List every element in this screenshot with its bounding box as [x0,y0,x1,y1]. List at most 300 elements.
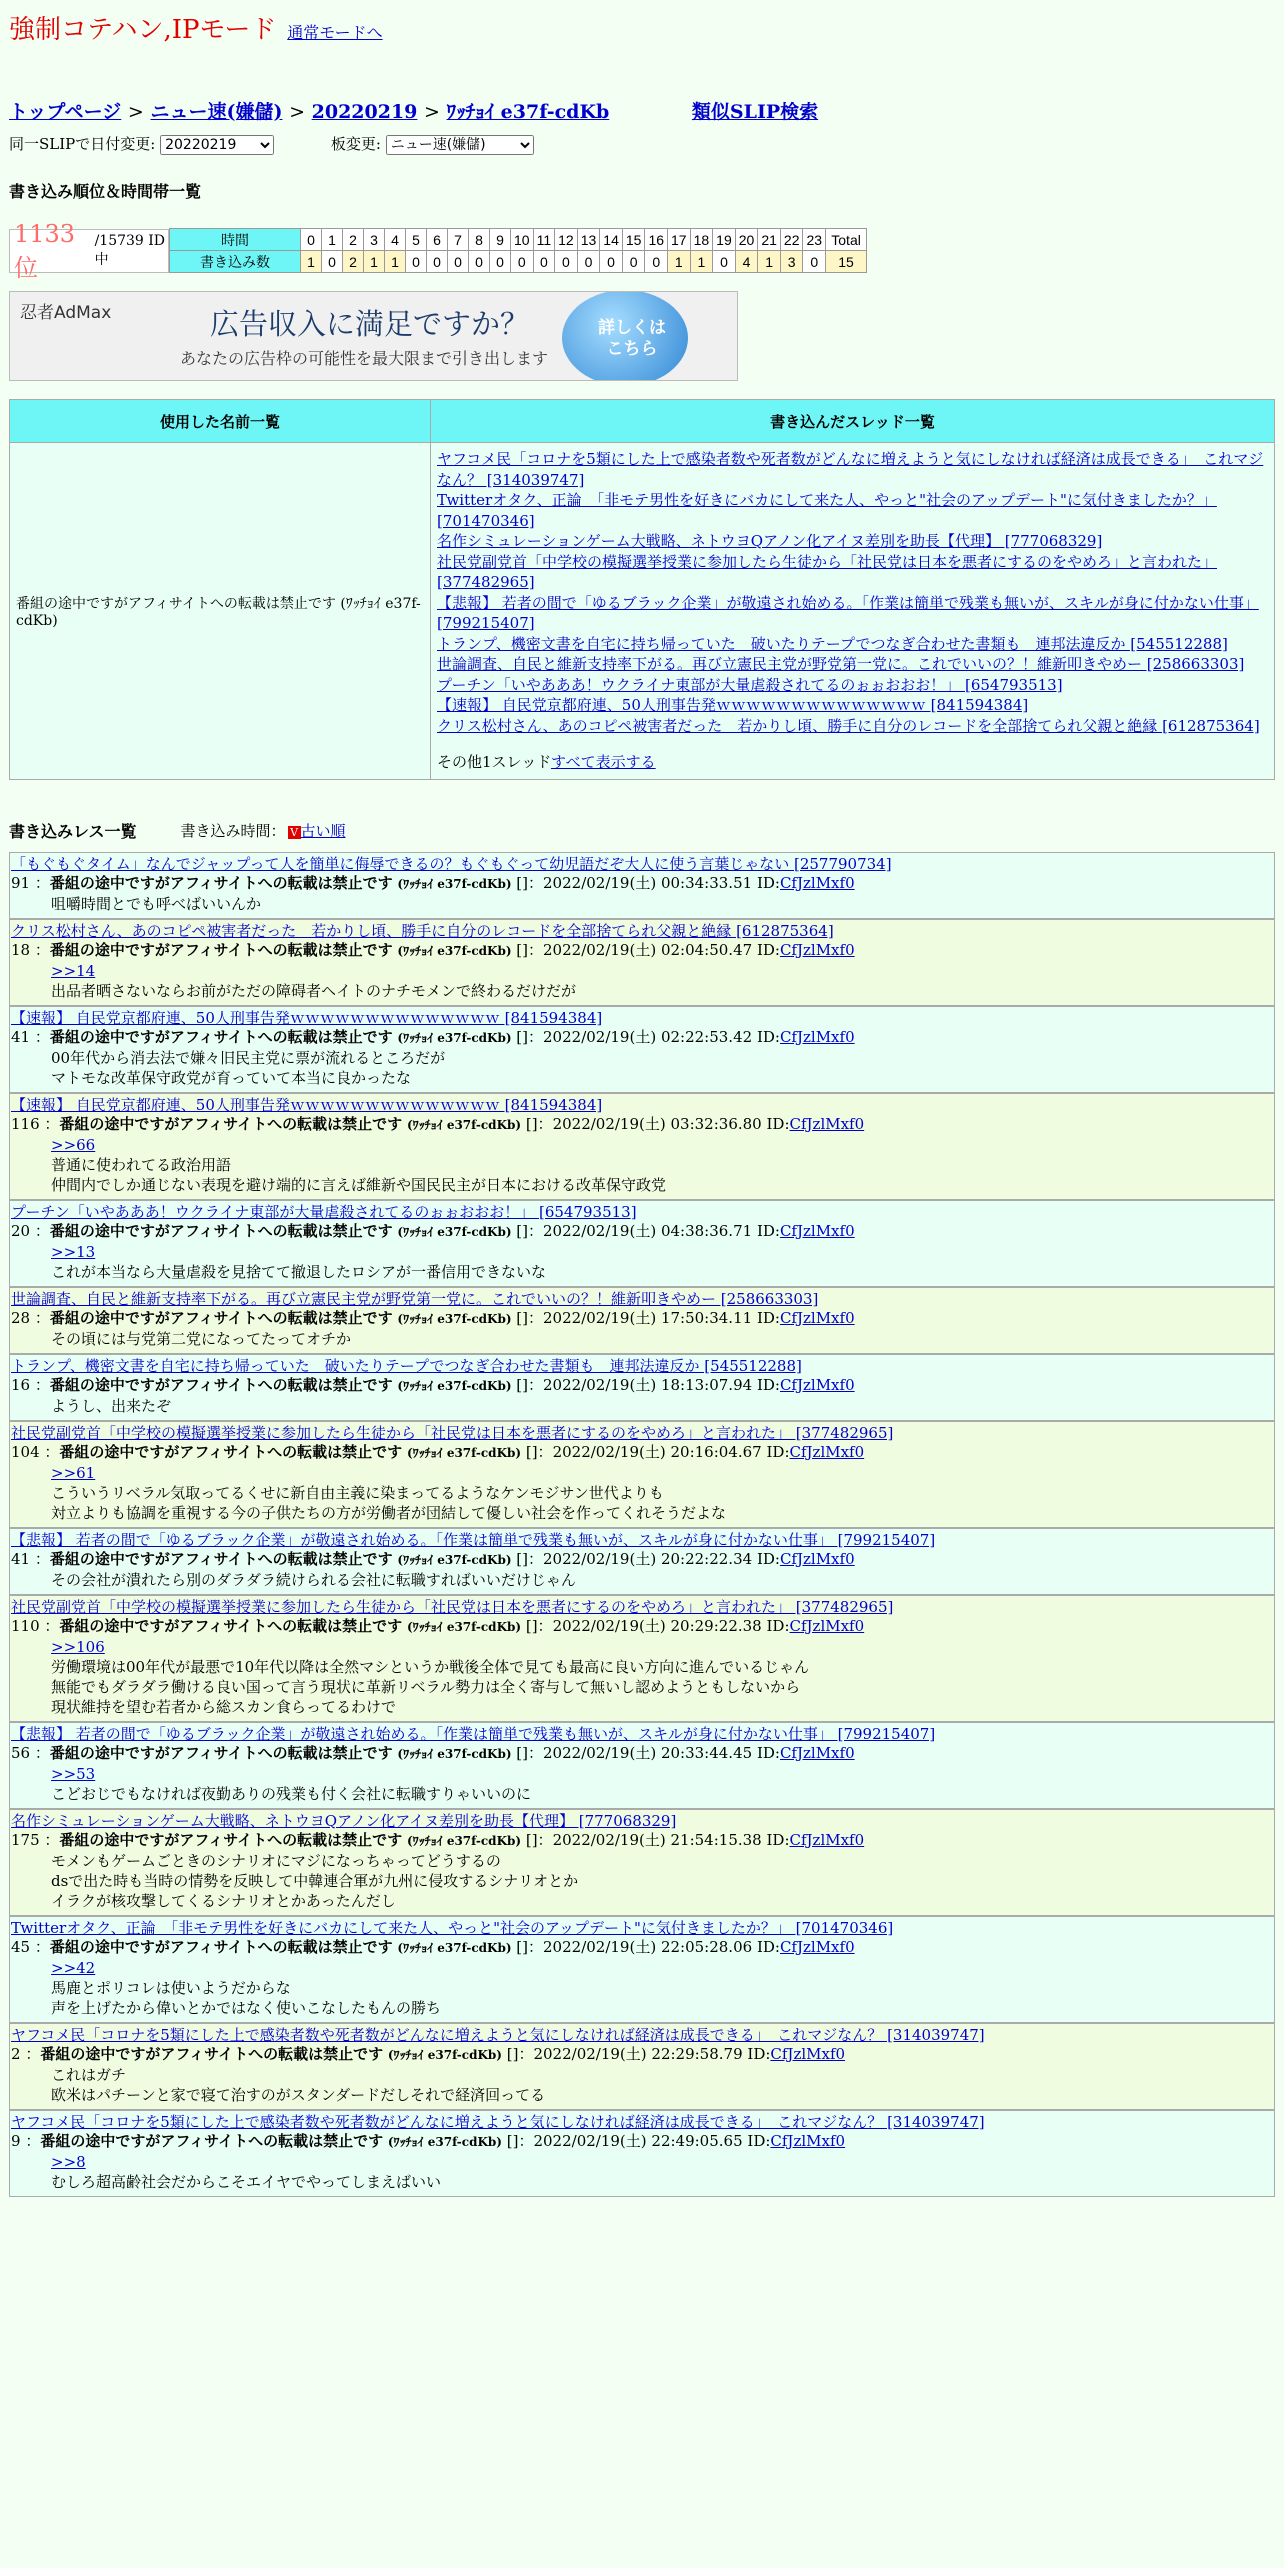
post-text-line: 労働環境は00年代が最悪で10年代以降は全然マシというか戦後全体で見ても最高に良い方向に進んでいるじゃん [51,1657,810,1676]
post-text-line: むしろ超高齢社会だからこそエイヤでやってしまえばいい [51,2172,442,2191]
hourly-table [169,228,867,273]
date-select-label: 同一SLIPで日付変更: [9,135,156,153]
post-thread [11,1203,1273,1221]
post-text-line: dsで出た時も当時の情勢を反映して中韓連合軍が九州に侵攻するシナリオとか [51,1871,579,1890]
breadcrumb-board[interactable]: ニュー速(嫌儲) [150,101,283,123]
post-id-label: ID: [752,1027,780,1046]
threads-header: 書き込んだスレッド一覧 [431,400,1275,443]
post-id-label: ID: [752,1375,780,1394]
breadcrumb-date[interactable]: 20220219 [311,101,418,123]
post-thread [11,1812,1273,1830]
thread-link[interactable]: ヤフコメ民「コロナを5類にした上で感染者数や死者数がどんなに増えようと気にしなければ経済は成長できる」 これマジなん？ [314039747] [437,450,1264,489]
post-author-trip: (ﾜｯﾁｮｲ e37f-cdKb) [387,2134,502,2149]
post-thread [11,2026,1273,2044]
post-thread-link[interactable]: プーチン「いやあああ！ウクライナ東部が大量虐殺されてるのぉぉおおお！」 [654793513] [11,1202,637,1221]
post-text-line: 対立よりも協調を重視する今の子供たちの方が労働者が団結して優しい社会を作ってくれそうだよな [51,1503,727,1522]
post-date: 2022/02/19(土) 02:22:53.42 [543,1027,753,1046]
post-thread-link[interactable]: ヤフコメ民「コロナを5類にした上で感染者数や死者数がどんなに増えようと気にしなければ経済は成長できる」 これマジなん？ [314039747] [11,2025,985,2044]
ranking-section-title: 書き込み順位＆時間帯一覧 [9,182,202,201]
sort-time-label: 書き込み時間： [180,822,286,840]
post-list [9,852,1275,2197]
hour-cell: 6 [427,229,448,251]
thread-link-item [437,695,1268,716]
post-text-line: マトモな改革保守政党が育っていて本当に良かったな [51,1068,412,1087]
counts-row [170,251,867,273]
post-number: 2 [11,2044,21,2063]
post-id-label: ID: [752,1308,780,1327]
post-thread-link[interactable]: 社民党副党首「中学校の模擬選挙授業に参加したら生徒から「社民党は日本を悪者にするのをやめろ」と言われた」 [377482965] [11,1423,894,1442]
post-id-label: ID: [752,1221,780,1240]
post-text-line: 仲間内でしか通じない表現を避け端的に言えば維新や国民民主が日本における改革保守政党 [51,1175,667,1194]
count-cell: 0 [469,251,490,273]
hour-cell: 4 [385,229,406,251]
ad-logo: 忍者AdMax [20,303,112,323]
count-cell: 1 [301,251,322,273]
post-date: 2022/02/19(土) 17:50:34.11 [543,1308,753,1327]
hour-cell: 23 [803,229,826,251]
post-id-link[interactable]: CfJzlMxf0 [789,1114,865,1133]
post-separator: []： [511,1308,544,1327]
hour-cell: 3 [364,229,385,251]
post-meta: 18 ：番組の途中ですがアフィサイトへの転載は禁止です (ﾜｯﾁｮｲ e37f-cdKb) []：2022/02/19(土) 02:04:50.47 ID:CfJzlMxf0 [11,940,855,959]
post-item [9,852,1275,919]
post-id-link[interactable]: CfJzlMxf0 [789,1616,865,1635]
post-id-link[interactable]: CfJzlMxf0 [779,1027,855,1046]
post-author-trip: (ﾜｯﾁｮｲ e37f-cdKb) [406,1445,522,1460]
hour-cell: 21 [758,229,781,251]
count-cell: 0 [490,251,511,273]
thread-link[interactable]: 社民党副党首「中学校の模擬選挙授業に参加したら生徒から「社民党は日本を悪者にするのをやめろ」と言われた」 [377482965] [437,552,1218,591]
post-meta: 104 ：番組の途中ですがアフィサイトへの転載は禁止です (ﾜｯﾁｮｲ e37f-cdKb) []：2022/02/19(土) 20:16:04.67 ID:CfJzlMxf0 [11,1442,865,1461]
thread-link-item [437,531,1268,552]
post-body [51,2152,1273,2192]
post-id-label: ID: [752,873,780,892]
hours-row [170,229,867,251]
post-id-link[interactable]: CfJzlMxf0 [779,940,855,959]
post-reply-link[interactable]: >>8 [51,2152,86,2171]
post-separator: []： [521,1442,553,1461]
post-author-name: 番組の途中ですがアフィサイトへの転載は禁止です [59,1830,403,1849]
post-date: 2022/02/19(土) 04:38:36.71 [543,1221,753,1240]
post-text-line: ようし、出来たぞ [51,1396,172,1415]
count-cell: 1 [385,251,406,273]
count-cell: 0 [713,251,736,273]
thread-link-item [437,675,1268,696]
post-body [51,1048,1273,1088]
breadcrumb-slip[interactable]: ﾜｯﾁｮｲ e37f-cdKb [446,101,610,123]
post-thread-link[interactable]: 【悲報】 若者の間で「ゆるブラック企業」が敬遠され始める。「作業は簡単で残業も無いが、スキルが身に付かない仕事」 [799215407] [11,1724,936,1743]
count-cell: 0 [600,251,623,273]
count-cell: 0 [533,251,555,273]
names-header: 使用した名前一覧 [10,400,431,443]
post-item [9,1287,1275,1354]
hour-cell: 19 [713,229,736,251]
post-id-label: ID: [742,2044,771,2063]
post-item [9,2110,1275,2197]
more-threads-text: その他1スレッド [437,753,551,771]
thread-link[interactable]: 名作シミュレーションゲーム大戦略、ネトウヨQアノン化アイヌ差別を助長【代理】 [777068329] [437,532,1103,550]
post-number: 116 [11,1114,40,1133]
post-thread [11,855,1273,873]
post-thread [11,1009,1273,1027]
hour-cell: 2 [343,229,364,251]
post-reply-link[interactable]: >>106 [51,1637,105,1656]
oldest-first-link[interactable]: 古い順 [300,822,346,840]
post-id-link[interactable]: CfJzlMxf0 [779,1743,855,1762]
hour-cell: 0 [301,229,322,251]
hour-cell: 18 [690,229,713,251]
board-select-label: 板変更: [330,135,381,153]
count-cell: 2 [343,251,364,273]
count-cell: 0 [577,251,600,273]
board-select[interactable] [386,135,534,155]
post-separator: []： [511,873,544,892]
post-meta: 175 ：番組の途中ですがアフィサイトへの転載は禁止です (ﾜｯﾁｮｲ e37f-cdKb) []：2022/02/19(土) 21:54:15.38 ID:CfJzlMxf0 [11,1830,865,1849]
post-id-label: ID: [752,940,780,959]
count-label: 書き込み数 [170,251,301,273]
post-meta: 41 ：番組の途中ですがアフィサイトへの転載は禁止です (ﾜｯﾁｮｲ e37f-cdKb) []：2022/02/19(土) 02:22:53.42 ID:CfJzlMxf0 [11,1027,855,1046]
post-item [9,1809,1275,1916]
post-id-label: ID: [761,1442,790,1461]
post-author-name: 番組の途中ですがアフィサイトへの転載は禁止です [49,1027,393,1046]
hour-cell: 13 [577,229,600,251]
breadcrumb-separator: > [289,101,305,123]
post-author-trip: (ﾜｯﾁｮｲ e37f-cdKb) [397,1940,512,1955]
post-reply-anchor-row [51,961,1273,981]
post-text-line: 普通に使われてる政治用語 [51,1155,232,1174]
post-date: 2022/02/19(土) 22:05:28.06 [543,1937,753,1956]
count-cell: 0 [406,251,427,273]
post-body [51,1463,1273,1523]
post-number: 175 [11,1830,40,1849]
post-date: 2022/02/19(土) 00:34:33.51 [543,873,753,892]
post-reply-anchor-row [51,1463,1273,1483]
count-cell: 0 [555,251,578,273]
post-author-name: 番組の途中ですがアフィサイトへの転載は禁止です [49,1937,393,1956]
post-thread-link[interactable]: クリス松村さん、あのコピペ被害者だった 若かりし頃、勝手に自分のレコードを全部捨てられ父親と絶縁 [612875364] [11,921,834,940]
count-cell: 0 [622,251,645,273]
post-body [51,1329,1273,1349]
post-text-line: 現状維持を望む若者から総スカン食らってるわけで [51,1697,397,1716]
hour-cell: 11 [533,229,555,251]
post-thread [11,1531,1273,1549]
thread-link[interactable]: クリス松村さん、あのコピペ被害者だった 若かりし頃、勝手に自分のレコードを全部捨てられ父親と絶縁 [612875364] [437,716,1260,735]
post-author-name: 番組の途中ですがアフィサイトへの転載は禁止です [59,1442,403,1461]
post-item [9,1528,1275,1595]
hour-cell: 1 [322,229,343,251]
post-author-name: 番組の途中ですがアフィサイトへの転載は禁止です [49,1221,393,1240]
post-reply-anchor-row [51,1637,1273,1657]
post-date: 2022/02/19(土) 20:29:22.38 [552,1616,762,1635]
post-reply-link[interactable]: >>42 [51,1958,96,1977]
post-author-name: 番組の途中ですがアフィサイトへの転載は禁止です [49,1743,393,1762]
thread-link-item [437,552,1268,593]
post-meta: 56 ：番組の途中ですがアフィサイトへの転載は禁止です (ﾜｯﾁｮｲ e37f-cdKb) []：2022/02/19(土) 20:33:44.45 ID:CfJzlMxf0 [11,1743,855,1762]
breadcrumb-top[interactable]: トップページ [9,101,122,123]
post-meta: 41 ：番組の途中ですがアフィサイトへの転載は禁止です (ﾜｯﾁｮｲ e37f-cdKb) []：2022/02/19(土) 20:22:22.34 ID:CfJzlMxf0 [11,1549,855,1568]
post-meta: 2 ：番組の途中ですがアフィサイトへの転載は禁止です (ﾜｯﾁｮｲ e37f-cdKb) []：2022/02/19(土) 22:29:58.79 ID:CfJzlMxf0 [11,2044,846,2063]
post-author-trip: (ﾜｯﾁｮｲ e37f-cdKb) [397,1311,512,1326]
post-thread [11,1919,1273,1937]
post-item [9,1722,1275,1809]
post-body [51,2065,1273,2105]
hour-cell: 10 [511,229,534,251]
post-text-line: これはガチ [51,2065,127,2084]
post-reply-link[interactable]: >>13 [51,1242,96,1261]
thread-link[interactable]: Twitterオタク、正論 「非モテ男性を好きにバカにして来た人、やっと"社会のアップデート"に気付きましたか？」 [701470346] [437,491,1217,530]
post-separator: []： [511,1221,544,1240]
post-number: 91 [11,873,31,892]
post-id-link[interactable]: CfJzlMxf0 [789,1442,865,1461]
count-cell: 0 [427,251,448,273]
post-thread [11,1598,1273,1616]
post-separator: []： [511,1375,544,1394]
breadcrumb [9,97,1275,125]
thread-link[interactable]: 【悲報】 若者の間で「ゆるブラック企業」が敬遠され始める。「作業は簡単で残業も無いが、スキルが身に付かない仕事」 [799215407] [437,593,1259,632]
ad-subtext: あなたの広告枠の可能性を最大限まで引き出します [180,349,549,368]
hour-cell: 15 [622,229,645,251]
breadcrumb-separator: > [424,101,440,123]
post-thread [11,2113,1273,2131]
post-reply-link[interactable]: >>53 [51,1764,96,1783]
post-thread-link[interactable]: 【速報】 自民党京都府連、50人刑事告発ｗｗｗｗｗｗｗｗｗｗｗｗｗｗ [841594384] [11,1008,603,1027]
names-threads-table [9,399,1275,780]
post-meta: 28 ：番組の途中ですがアフィサイトへの転載は禁止です (ﾜｯﾁｮｲ e37f-cdKb) []：2022/02/19(土) 17:50:34.11 ID:CfJzlMxf0 [11,1308,855,1327]
post-thread [11,1424,1273,1442]
post-thread-link[interactable]: 社民党副党首「中学校の模擬選挙授業に参加したら生徒から「社民党は日本を悪者にするのをやめろ」と言われた」 [377482965] [11,1597,894,1616]
post-separator: []： [521,1114,553,1133]
post-body [51,1637,1273,1717]
post-id-label: ID: [761,1830,790,1849]
date-select[interactable] [160,135,274,155]
post-thread-link[interactable]: 【悲報】 若者の間で「ゆるブラック企業」が敬遠され始める。「作業は簡単で残業も無いが、スキルが身に付かない仕事」 [799215407] [11,1530,936,1549]
rank-value: 1133 位 [14,219,76,282]
post-text-line: モメンもゲームごときのシナリオにマジになっちゃってどうするの [51,1851,501,1870]
post-id-label: ID: [752,1937,780,1956]
post-id-link[interactable]: CfJzlMxf0 [779,1308,855,1327]
posts-title: 書き込みレス一覧 [9,822,137,841]
posts-header [9,816,1275,846]
post-meta: 16 ：番組の途中ですがアフィサイトへの転載は禁止です (ﾜｯﾁｮｲ e37f-cdKb) []：2022/02/19(土) 18:13:07.94 ID:CfJzlMxf0 [11,1375,855,1394]
post-item [9,1006,1275,1093]
thread-link-item [437,716,1268,737]
page-header [9,0,1275,49]
show-all-link[interactable]: すべて表示する [550,753,656,771]
post-item [9,1595,1275,1722]
rank-box [9,219,169,282]
count-cell: 0 [511,251,534,273]
post-separator: []： [521,1616,553,1635]
post-author-trip: (ﾜｯﾁｮｲ e37f-cdKb) [397,876,512,891]
count-cell: 0 [645,251,668,273]
post-thread [11,1290,1273,1308]
thread-links [437,449,1268,736]
post-body [51,1396,1273,1416]
post-date: 2022/02/19(土) 20:16:04.67 [552,1442,762,1461]
count-cell: 1 [364,251,385,273]
post-thread [11,1357,1273,1375]
thread-link-item [437,654,1268,675]
post-reply-anchor-row [51,1242,1273,1262]
post-meta: 45 ：番組の途中ですがアフィサイトへの転載は禁止です (ﾜｯﾁｮｲ e37f-cdKb) []：2022/02/19(土) 22:05:28.06 ID:CfJzlMxf0 [11,1937,855,1956]
selector-row [9,133,1275,167]
hour-cell: Total [826,229,867,251]
post-text-line: 馬鹿とポリコレは使いようだからな [51,1978,291,1997]
hour-cell: 7 [448,229,469,251]
post-number: 20 [11,1221,31,1240]
post-separator: []： [511,1027,544,1046]
post-text-line: これが本当なら大量虐殺を見捨てて撤退したロシアが一番信用できないな [51,1262,547,1281]
count-cell: 0 [803,251,826,273]
thread-link-item [437,593,1268,634]
count-cell: 15 [826,251,867,273]
post-id-link[interactable]: CfJzlMxf0 [779,873,855,892]
post-id-link[interactable]: CfJzlMxf0 [779,1549,855,1568]
post-author-trip: (ﾜｯﾁｮｲ e37f-cdKb) [387,2047,502,2062]
post-id-link[interactable]: CfJzlMxf0 [779,1221,855,1240]
normal-mode-link[interactable]: 通常モードへ [287,23,383,42]
sort-arrow-icon: V [288,826,301,839]
post-author-trip: (ﾜｯﾁｮｲ e37f-cdKb) [397,1746,512,1761]
post-text-line: その頃には与党第二党になってたってオチか [51,1329,352,1348]
page-title: 強制コテハン,IPモード [9,15,277,45]
post-item [9,1093,1275,1200]
post-number: 41 [11,1549,31,1568]
post-id-link[interactable]: CfJzlMxf0 [770,2131,846,2150]
count-cell: 0 [322,251,343,273]
post-author-name: 番組の途中ですがアフィサイトへの転載は禁止です [49,940,393,959]
hour-cell: 8 [469,229,490,251]
post-id-label: ID: [761,1616,790,1635]
post-number: 56 [11,1743,31,1762]
thread-link-item [437,634,1268,655]
post-thread-link[interactable]: 「もぐもぐタイム」なんでジャップって人を簡単に侮辱できるの？もぐもぐって幼児語だぞ大人に使う言葉じゃない [257790734] [11,854,892,873]
post-separator: []： [511,1743,544,1762]
post-reply-anchor-row [51,2152,1273,2172]
post-item [9,1354,1275,1421]
post-item [9,2023,1275,2110]
similar-slip-search-link[interactable]: 類似SLIP検索 [691,101,819,123]
post-text-line: 咀嚼時間とでも呼べばいいんか [51,894,262,913]
thread-list [431,443,1275,780]
post-number: 9 [11,2131,21,2150]
post-separator: []： [511,1549,544,1568]
post-body [51,1242,1273,1282]
count-cell: 1 [668,251,691,273]
post-author-name: 番組の途中ですがアフィサイトへの転載は禁止です [49,873,393,892]
post-number: 41 [11,1027,31,1046]
thread-link-item [437,449,1268,490]
post-text-line: 00年代から消去法で嫌々旧民主党に票が流れるところだが [51,1048,446,1067]
post-id-link[interactable]: CfJzlMxf0 [779,1375,855,1394]
post-text-line: その会社が潰れたら別のダラダラ続けられる会社に転職すればいいだけじゃん [51,1570,576,1589]
post-separator: []： [521,1830,553,1849]
post-thread-link[interactable]: トランプ、機密文書を自宅に持ち帰っていた 破いたりテープでつなぎ合わせた書類も 連邦法違反か [545512288] [11,1356,802,1375]
post-reply-anchor-row [51,1958,1273,1978]
thread-link[interactable]: 【速報】 自民党京都府連、50人刑事告発ｗｗｗｗｗｗｗｗｗｗｗｗｗｗ [841594384] [437,696,1029,714]
post-author-name: 番組の途中ですがアフィサイトへの転載は禁止です [40,2131,384,2150]
post-separator: []： [511,1937,544,1956]
ranking-area [9,219,1275,282]
post-item [9,1916,1275,2023]
used-name: 番組の途中ですがアフィサイトへの転載は禁止です (ﾜｯﾁｮｲ e37f-cdKb) [10,443,431,780]
ad-banner[interactable] [9,291,738,381]
post-meta: 20 ：番組の途中ですがアフィサイトへの転載は禁止です (ﾜｯﾁｮｲ e37f-cdKb) []：2022/02/19(土) 04:38:36.71 ID:CfJzlMxf0 [11,1221,855,1240]
thread-link[interactable]: トランプ、機密文書を自宅に持ち帰っていた 破いたりテープでつなぎ合わせた書類も 連邦法違反か [545512288] [437,634,1228,653]
post-author-trip: (ﾜｯﾁｮｲ e37f-cdKb) [397,1030,512,1045]
post-id-link[interactable]: CfJzlMxf0 [789,1830,865,1849]
post-body [51,961,1273,1001]
ad-badge-line: 詳しくは [598,318,666,338]
post-date: 2022/02/19(土) 22:29:58.79 [533,2044,743,2063]
thread-link[interactable]: プーチン「いやあああ！ウクライナ東部が大量虐殺されてるのぉぉおおお！」 [654793513] [437,675,1063,694]
post-author-trip: (ﾜｯﾁｮｲ e37f-cdKb) [397,1552,512,1567]
post-reply-anchor-row [51,1764,1273,1784]
time-label: 時間 [170,229,301,251]
post-number: 18 [11,940,31,959]
thread-link-item [437,490,1268,531]
post-body [51,1764,1273,1804]
post-meta: 116 ：番組の途中ですがアフィサイトへの転載は禁止です (ﾜｯﾁｮｲ e37f-cdKb) []：2022/02/19(土) 03:32:36.80 ID:CfJzlMxf0 [11,1114,865,1133]
post-body [51,1570,1273,1590]
post-author-trip: (ﾜｯﾁｮｲ e37f-cdKb) [397,943,512,958]
post-meta: 91 ：番組の途中ですがアフィサイトへの転載は禁止です (ﾜｯﾁｮｲ e37f-cdKb) []：2022/02/19(土) 00:34:33.51 ID:CfJzlMxf0 [11,873,855,892]
post-separator: []： [511,940,544,959]
post-separator: []： [501,2131,534,2150]
post-thread [11,1096,1273,1114]
hour-cell: 17 [668,229,691,251]
post-thread-link[interactable]: 【速報】 自民党京都府連、50人刑事告発ｗｗｗｗｗｗｗｗｗｗｗｗｗｗ [841594384] [11,1095,603,1114]
post-reply-link[interactable]: >>66 [51,1135,96,1154]
post-reply-link[interactable]: >>61 [51,1463,96,1482]
post-text-line: こどおじでもなければ夜勤ありの残業も付く会社に転職すりゃいいのに [51,1784,532,1803]
hour-cell: 16 [645,229,668,251]
post-author-name: 番組の途中ですがアフィサイトへの転載は禁止です [49,1375,393,1394]
post-thread [11,1725,1273,1743]
post-number: 28 [11,1308,31,1327]
post-text-line: 欧米はパチーンと家で寝て治すのがスタンダードだしそれで経済回ってる [51,2085,546,2104]
post-id-link[interactable]: CfJzlMxf0 [770,2044,846,2063]
hour-cell: 9 [490,229,511,251]
hour-cell: 22 [780,229,803,251]
count-cell: 1 [690,251,713,273]
post-item [9,1200,1275,1287]
count-cell: 1 [758,251,781,273]
post-author-trip: (ﾜｯﾁｮｲ e37f-cdKb) [406,1117,522,1132]
post-separator: []： [501,2044,534,2063]
post-reply-link[interactable]: >>14 [51,961,96,980]
post-thread-link[interactable]: ヤフコメ民「コロナを5類にした上で感染者数や死者数がどんなに増えようと気にしなければ経済は成長できる」 これマジなん？ [314039747] [11,2112,985,2131]
post-thread-link[interactable]: Twitterオタク、正論 「非モテ男性を好きにバカにして来た人、やっと"社会のアップデート"に気付きましたか？」 [701470346] [11,1918,894,1937]
more-threads [437,752,1268,773]
post-thread-link[interactable]: 名作シミュレーションゲーム大戦略、ネトウヨQアノン化アイヌ差別を助長【代理】 [777068329] [11,1811,677,1830]
post-date: 2022/02/19(土) 02:04:50.47 [543,940,753,959]
thread-link[interactable]: 世論調査、自民と維新支持率下がる。再び立憲民主党が野党第一党に。これでいいの？！維新叩きやめー [258663303] [437,655,1245,673]
post-id-label: ID: [742,2131,771,2150]
post-date: 2022/02/19(土) 22:49:05.65 [533,2131,743,2150]
hour-cell: 5 [406,229,427,251]
count-cell: 0 [448,251,469,273]
hour-cell: 14 [600,229,623,251]
post-author-name: 番組の途中ですがアフィサイトへの転載は禁止です [49,1549,393,1568]
sort-label [181,820,346,841]
post-body [51,1851,1273,1911]
post-date: 2022/02/19(土) 21:54:15.38 [552,1830,762,1849]
post-thread-link[interactable]: 世論調査、自民と維新支持率下がる。再び立憲民主党が野党第一党に。これでいいの？！維新叩きやめー [258663303] [11,1289,819,1308]
post-id-link[interactable]: CfJzlMxf0 [779,1937,855,1956]
breadcrumb-separator: > [127,101,144,123]
post-body [51,894,1273,914]
